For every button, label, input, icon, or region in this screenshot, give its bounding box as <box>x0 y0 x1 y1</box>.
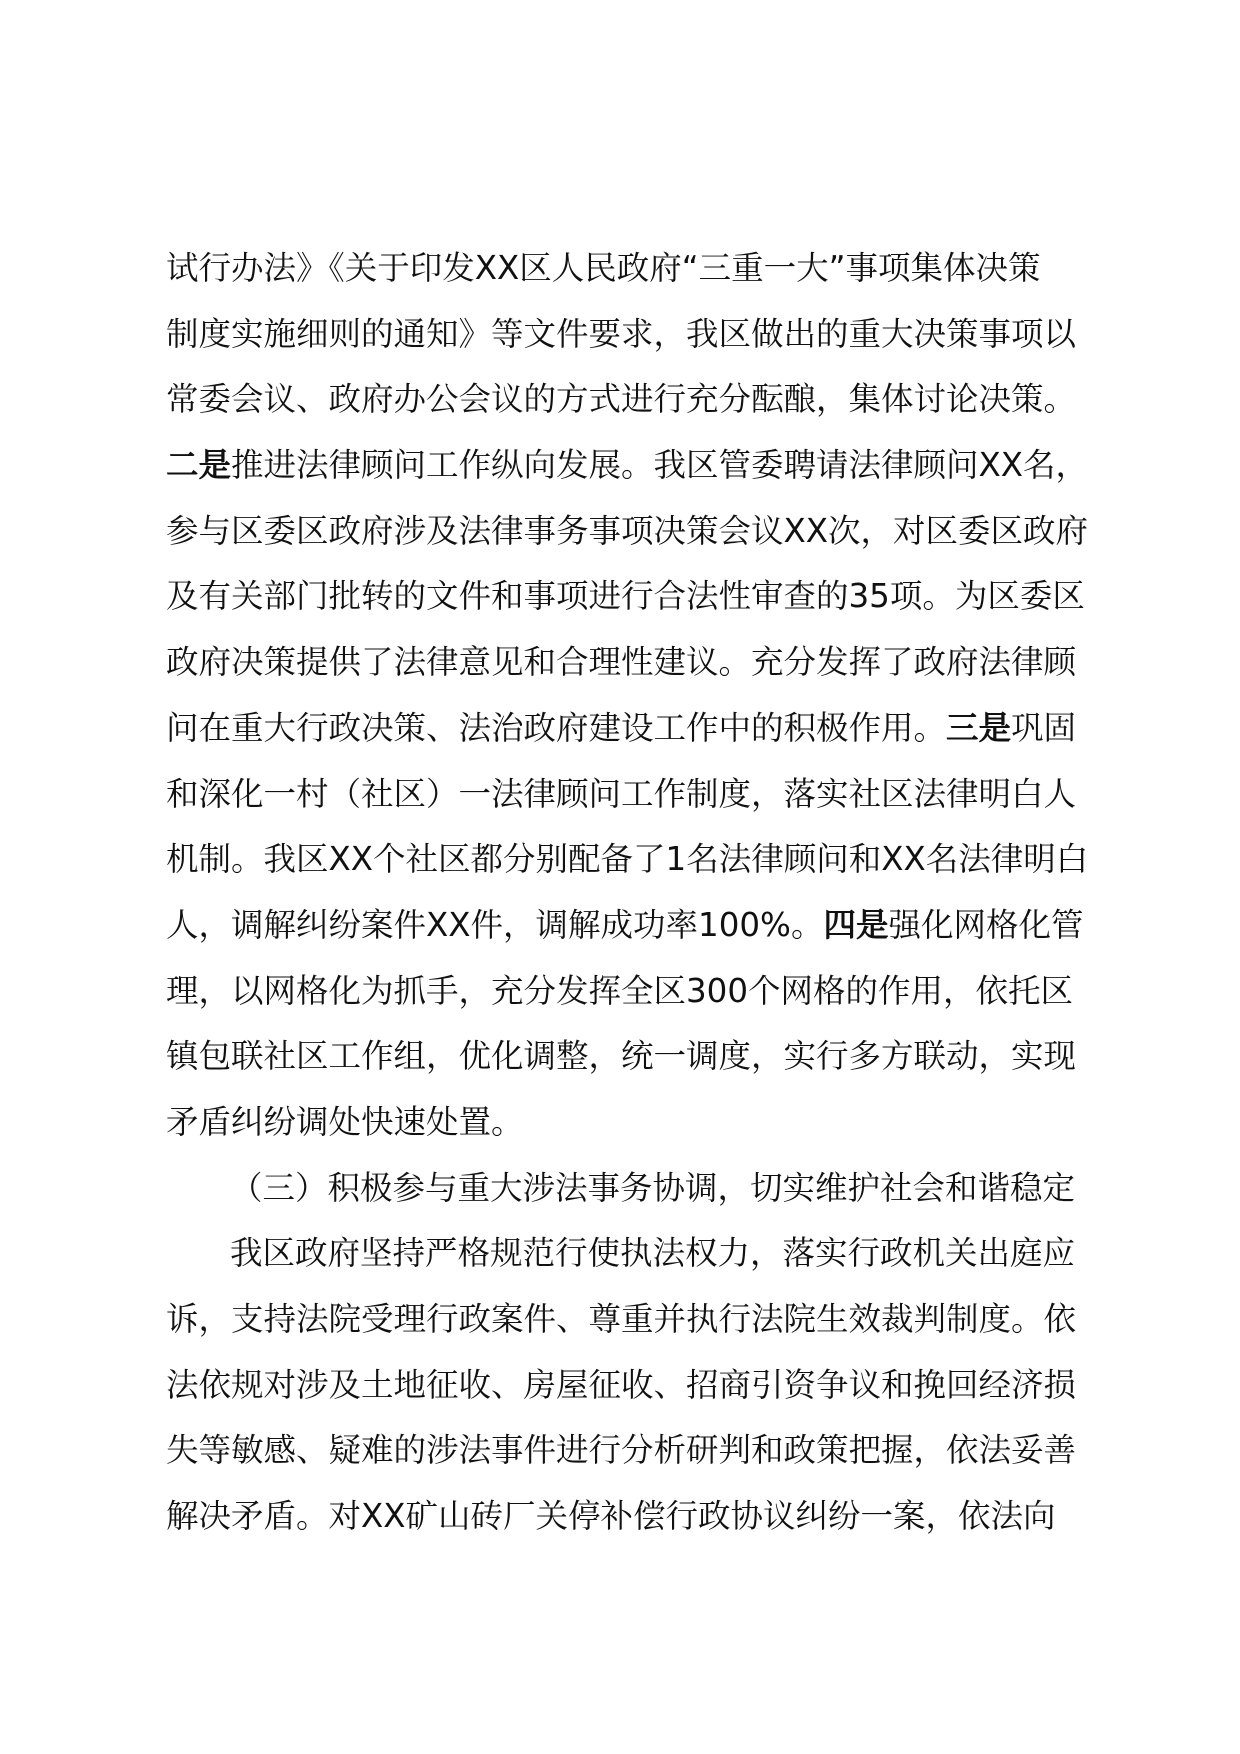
text-segment: 政府决策提供了法律意见和合理性建议。充分发挥了政府法律顾 <box>166 643 1077 682</box>
text-segment: 失等敏感、疑难的涉法事件进行分析研判和政策把握，依法妥善 <box>166 1431 1077 1470</box>
text-segment: 和深化一村（社区）一法律顾问工作制度，落实社区法律明白人 <box>166 774 1077 813</box>
text-segment: 镇包联社区工作组，优化调整，统一调度，实行多方联动，实现 <box>166 1037 1077 1076</box>
text-segment: 法依规对涉及土地征收、房屋征收、招商引资争议和挽回经济损 <box>166 1365 1077 1404</box>
bold-marker: 三是 <box>946 708 1012 747</box>
text-line <box>166 1221 1106 1287</box>
text-segment: 机制。我区XX个社区都分别配备了1名法律顾问和XX名法律明白 <box>166 840 1089 879</box>
text-segment: 强化网格化管 <box>888 905 1084 944</box>
text-line <box>166 762 1106 828</box>
text-line <box>166 564 1106 630</box>
bold-marker: 二是 <box>166 446 232 485</box>
text-line <box>166 630 1106 696</box>
text-line <box>166 1156 1106 1222</box>
text-segment: 及有关部门批转的文件和事项进行合法性审查的35项。为区委区 <box>166 577 1085 616</box>
text-line <box>166 959 1106 1025</box>
text-segment: 理，以网格化为抓手，充分发挥全区300个网格的作用，依托区 <box>166 971 1074 1010</box>
text-line <box>166 1024 1106 1090</box>
text-line <box>166 1287 1106 1353</box>
text-line <box>166 893 1106 959</box>
document-body <box>166 236 1106 1550</box>
text-segment: 常委会议、政府办公会议的方式进行充分酝酿，集体讨论决策。 <box>166 380 1077 419</box>
text-segment: 巩固 <box>1011 708 1077 747</box>
text-line <box>166 236 1106 302</box>
text-line <box>166 827 1106 893</box>
bold-marker: 四是 <box>823 905 889 944</box>
text-line <box>166 1484 1106 1550</box>
text-segment: 我区政府坚持严格规范行使执法权力，落实行政机关出庭应 <box>230 1234 1076 1273</box>
text-segment: 参与区委区政府涉及法律事务事项决策会议XX次，对区委区政府 <box>166 511 1089 550</box>
text-line <box>166 696 1106 762</box>
text-segment: 人，调解纠纷案件XX件，调解成功率100%。 <box>166 905 824 944</box>
text-line <box>166 302 1106 368</box>
text-line <box>166 1418 1106 1484</box>
text-line <box>166 1090 1106 1156</box>
text-segment: （三）积极参与重大涉法事务协调，切实维护社会和谐稳定 <box>230 1168 1076 1207</box>
text-segment: 推进法律顾问工作纵向发展。我区管委聘请法律顾问XX名， <box>231 446 1089 485</box>
text-line <box>166 1353 1106 1419</box>
text-segment: 解决矛盾。对XX矿山砖厂关停补偿行政协议纠纷一案，依法向 <box>166 1497 1056 1536</box>
text-line <box>166 367 1106 433</box>
text-segment: 矛盾纠纷调处快速处置。 <box>166 1102 524 1141</box>
text-line <box>166 499 1106 565</box>
text-line <box>166 433 1106 499</box>
text-segment: 试行办法》《关于印发XX区人民政府“三重一大”事项集体决策 <box>166 249 1041 287</box>
text-segment: 问在重大行政决策、法治政府建设工作中的积极作用。 <box>166 708 947 747</box>
text-segment: 制度实施细则的通知》等文件要求，我区做出的重大决策事项以 <box>166 314 1077 353</box>
text-segment: 诉，支持法院受理行政案件、尊重并执行法院生效裁判制度。依 <box>166 1300 1077 1338</box>
